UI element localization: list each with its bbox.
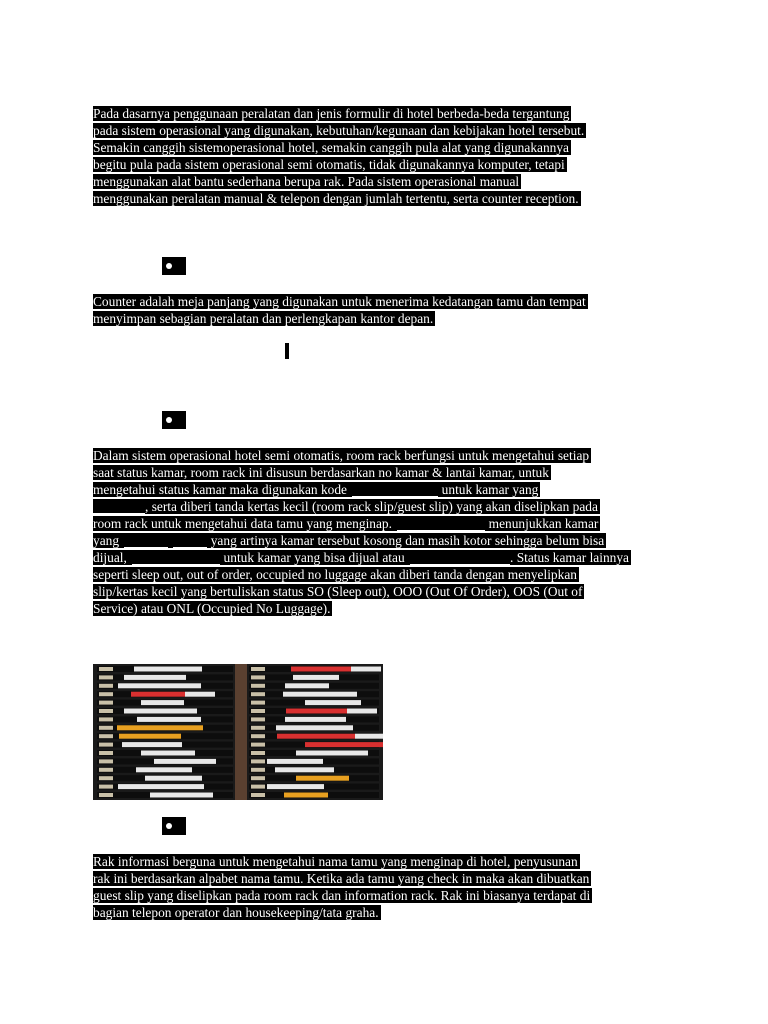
room-rack-line: untuk kamar yang bisa dijual atau bbox=[220, 550, 408, 565]
counter-line: Counter adalah meja panjang yang digunakan untuk menerima kedatangan tamu dan tempat bbox=[93, 294, 586, 309]
room-rack-line: . Status kamar lainnya bbox=[510, 550, 629, 565]
room-rack-line: dijual, bbox=[93, 550, 131, 565]
slot-tab bbox=[99, 793, 113, 797]
room-rack-line: Service) atau ONL (Occupied No Luggage). bbox=[93, 601, 331, 616]
intro-paragraph bbox=[93, 105, 683, 207]
slot-tab bbox=[99, 709, 113, 713]
room-rack-line: Dalam sistem operasional hotel semi otomatis, room rack berfungsi untuk mengetahui setiap bbox=[93, 448, 590, 463]
intro-line: menggunakan peralatan manual & telepon dengan jumlah tertentu, serta counter reception. bbox=[93, 191, 579, 206]
guest-slip bbox=[286, 709, 347, 714]
guest-slip bbox=[285, 683, 329, 688]
slot-tab bbox=[251, 759, 265, 763]
guest-slip bbox=[150, 793, 213, 798]
room-rack-line: yang artinya kamar tersebut kosong dan masih kotor sehingga belum bisa bbox=[207, 533, 605, 548]
info-rack-line: guest slip yang diselipkan pada room rack dan information rack. Rak ini biasanya terdapat di bbox=[93, 888, 591, 903]
room-rack-line: menunjukkan kamar bbox=[485, 516, 599, 531]
hidden-code bbox=[124, 533, 168, 547]
hidden-code bbox=[397, 516, 485, 530]
guest-slip bbox=[122, 742, 182, 747]
hidden-code bbox=[410, 550, 510, 564]
slot-tab bbox=[251, 726, 265, 730]
guest-slip bbox=[275, 767, 334, 772]
info-rack-line: bagian telepon operator dan housekeeping/tata graha. bbox=[93, 905, 379, 920]
slot-tab bbox=[99, 785, 113, 789]
slot-tab bbox=[251, 734, 265, 738]
bullet-marker bbox=[162, 817, 186, 835]
slot-tab bbox=[99, 717, 113, 721]
guest-slip bbox=[131, 692, 185, 697]
text-cursor bbox=[285, 343, 289, 359]
guest-slip bbox=[185, 692, 215, 697]
slot-tab bbox=[251, 776, 265, 780]
slot-tab bbox=[251, 768, 265, 772]
guest-slip bbox=[141, 751, 195, 756]
intro-line: menggunakan alat bantu sederhana berupa rak. Pada sistem operasional manual bbox=[93, 174, 520, 189]
intro-line: Semakin canggih sistemoperasional hotel, semakin canggih pula alat yang digunakannya bbox=[93, 140, 569, 155]
room-rack-line: , serta diberi tanda kertas kecil (room rack slip/guest slip) yang akan diselipkan pada bbox=[145, 499, 598, 514]
guest-slip bbox=[124, 675, 186, 680]
guest-slip bbox=[305, 700, 361, 705]
guest-slip bbox=[276, 725, 353, 730]
slot-tab bbox=[251, 717, 265, 721]
guest-slip bbox=[277, 734, 355, 739]
guest-slip bbox=[136, 767, 192, 772]
counter-paragraph bbox=[93, 293, 683, 327]
guest-slip bbox=[117, 725, 203, 730]
room-rack-line: slip/kertas kecil yang bertuliskan status SO (Sleep out), OOO (Out Of Order), OOS (Out of bbox=[93, 584, 583, 599]
room-rack-line: seperti sleep out, out of order, occupied no luggage akan diberi tanda dengan menyelipkan bbox=[93, 567, 577, 582]
room-rack-line: room rack untuk mengetahui data tamu yang menginap. bbox=[93, 516, 396, 531]
guest-slip bbox=[355, 734, 383, 739]
guest-slip bbox=[124, 709, 197, 714]
intro-line: pada sistem operasional yang digunakan, kebutuhan/kegunaan dan kebijakan hotel tersebut. bbox=[93, 123, 585, 138]
bullet-marker bbox=[162, 257, 186, 275]
slot-tab bbox=[99, 675, 113, 679]
hidden-code bbox=[132, 550, 220, 564]
slot-tab bbox=[251, 785, 265, 789]
hidden-code bbox=[93, 499, 145, 513]
bullet-marker bbox=[162, 411, 186, 429]
slot-tab bbox=[251, 709, 265, 713]
guest-slip bbox=[134, 667, 202, 672]
hidden-code bbox=[352, 482, 438, 496]
slot-tab bbox=[251, 675, 265, 679]
room-rack-image bbox=[93, 664, 383, 800]
guest-slip bbox=[351, 667, 381, 672]
guest-slip bbox=[305, 742, 383, 747]
slot-tab bbox=[251, 743, 265, 747]
slot-tab bbox=[99, 726, 113, 730]
guest-slip bbox=[296, 776, 349, 781]
guest-slip bbox=[118, 784, 204, 789]
slot-tab bbox=[251, 684, 265, 688]
rack-divider bbox=[235, 664, 247, 800]
guest-slip bbox=[347, 709, 377, 714]
slot-tab bbox=[99, 667, 113, 671]
info-rack-line: Rak informasi berguna untuk mengetahui nama tamu yang menginap di hotel, penyusunan bbox=[93, 854, 578, 869]
info-rack-paragraph bbox=[93, 853, 683, 921]
room-rack-paragraph bbox=[93, 447, 683, 617]
guest-slip bbox=[267, 784, 324, 789]
slot-tab bbox=[99, 768, 113, 772]
room-rack-line: saat status kamar, room rack ini disusun berdasarkan no kamar & lantai kamar, untuk bbox=[93, 465, 549, 480]
guest-slip bbox=[285, 717, 346, 722]
slot-tab bbox=[99, 776, 113, 780]
slot-tab bbox=[99, 751, 113, 755]
guest-slip bbox=[118, 683, 201, 688]
hidden-code bbox=[173, 533, 207, 547]
guest-slip bbox=[119, 734, 181, 739]
guest-slip bbox=[283, 692, 357, 697]
room-rack-line: mengetahui status kamar maka digunakan kode bbox=[93, 482, 351, 497]
slot-tab bbox=[99, 684, 113, 688]
guest-slip bbox=[145, 776, 202, 781]
room-rack-line: untuk kamar yang bbox=[438, 482, 539, 497]
guest-slip bbox=[137, 717, 201, 722]
slot-tab bbox=[99, 701, 113, 705]
guest-slip bbox=[293, 675, 339, 680]
intro-line: Pada dasarnya penggunaan peralatan dan jenis formulir di hotel berbeda-beda tergantung bbox=[93, 106, 570, 121]
room-rack-line: yang bbox=[93, 533, 123, 548]
counter-line: menyimpan sebagian peralatan dan perlengkapan kantor depan. bbox=[93, 311, 434, 326]
slot-tab bbox=[251, 667, 265, 671]
slot-tab bbox=[99, 692, 113, 696]
info-rack-line: rak ini berdasarkan alpabet nama tamu. Ketika ada tamu yang check in maka akan dibuatkan bbox=[93, 871, 590, 886]
slot-tab bbox=[99, 743, 113, 747]
guest-slip bbox=[284, 793, 328, 798]
guest-slip bbox=[296, 751, 368, 756]
slot-tab bbox=[251, 692, 265, 696]
guest-slip bbox=[291, 667, 351, 672]
slot-tab bbox=[251, 793, 265, 797]
slot-tab bbox=[99, 734, 113, 738]
intro-line: begitu pula pada sistem operasional semi otomatis, tidak digunakannya komputer, tetapi bbox=[93, 157, 565, 172]
guest-slip bbox=[141, 700, 184, 705]
slot-tab bbox=[251, 751, 265, 755]
guest-slip bbox=[267, 759, 323, 764]
slot-tab bbox=[251, 701, 265, 705]
guest-slip bbox=[154, 759, 216, 764]
room-rack-photo bbox=[93, 664, 383, 800]
slot-tab bbox=[99, 759, 113, 763]
